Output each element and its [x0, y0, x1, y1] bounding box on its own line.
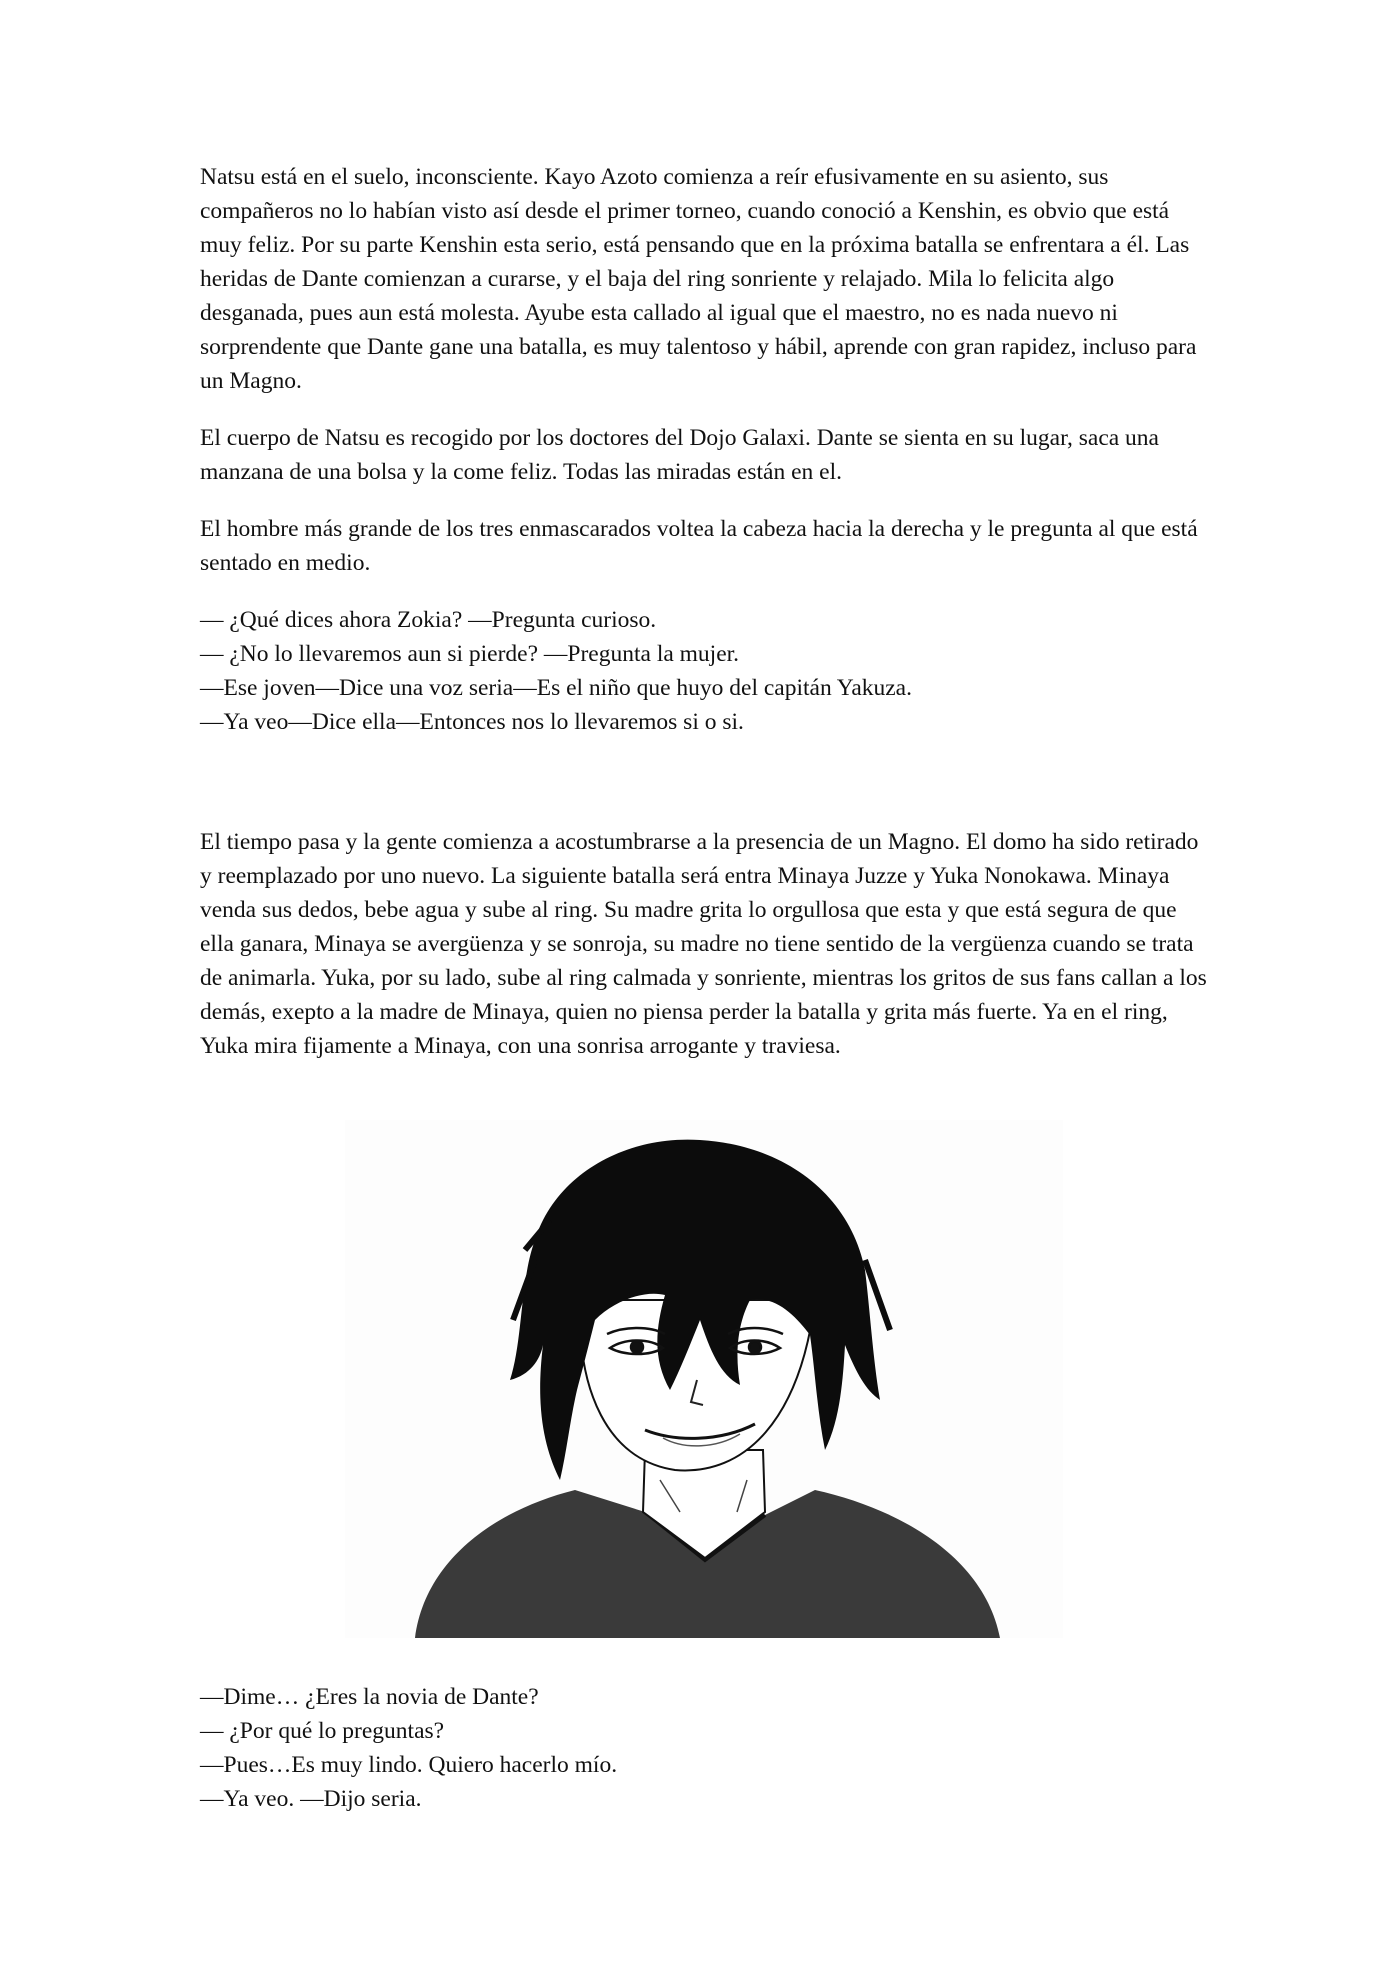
- paragraph: El tiempo pasa y la gente comienza a acostumbrarse a la presencia de un Magno. El domo ha sido retirado y reemplazado por uno nuevo. La siguiente batalla será entra Minaya Juzze y Yuka Nonokawa. Minaya venda sus dedos, bebe agua y sube al ring. Su madre grita lo orgullosa que esta y que está segura de que ella ganara, Minaya se avergüenza y se sonroja, su madre no tiene sentido de la vergüenza cuando se trata de animarla. Yuka, por su lado, sube al ring calmada y sonriente, mientras los gritos de sus fans callan a los demás, exepto a la madre de Minaya, quien no piensa perder la batalla y grita más fuerte. Ya en el ring, Yuka mira fijamente a Minaya, con una sonrisa arrogante y traviesa.: [200, 829, 1207, 1059]
- dialogue-block: [200, 1680, 1210, 1816]
- dialogue-line: — ¿Por qué lo preguntas?: [200, 1718, 445, 1744]
- paragraph: Natsu está en el suelo, inconsciente. Kayo Azoto comienza a reír efusivamente en su asiento, sus compañeros no lo habían visto así desde el primer torneo, cuando conoció a Kenshin, es obvio que está muy feliz. Por su parte Kenshin esta serio, está pensando que en la próxima batalla se enfrentara a él. Las heridas de Dante comienzan a curarse, y el baja del ring sonriente y relajado. Mila lo felicita algo desganada, pues aun está molesta. Ayube esta callado al igual que el maestro, no es nada nuevo ni sorprendente que Dante gane una batalla, es muy talentoso y hábil, aprende con gran rapidez, incluso para un Magno.: [200, 164, 1197, 394]
- dialogue-block: [200, 603, 1210, 739]
- text-block-3: [200, 1680, 1210, 1816]
- dialogue-line: —Ya veo. —Dijo seria.: [200, 1786, 422, 1812]
- text-block-1: [200, 160, 1210, 739]
- character-portrait-illustration: [345, 1120, 1063, 1638]
- paragraph: El cuerpo de Natsu es recogido por los doctores del Dojo Galaxi. Dante se sienta en su lugar, saca una manzana de una bolsa y la come feliz. Todas las miradas están en el.: [200, 425, 1159, 485]
- paragraph: El hombre más grande de los tres enmascarados voltea la cabeza hacia la derecha y le pregunta al que está sentado en medio.: [200, 516, 1198, 576]
- dialogue-line: —Ya veo—Dice ella—Entonces nos lo llevaremos si o si.: [200, 709, 744, 735]
- text-block-2: [200, 825, 1210, 1063]
- dialogue-line: —Pues…Es muy lindo. Quiero hacerlo mío.: [200, 1752, 618, 1778]
- dialogue-line: —Dime… ¿Eres la novia de Dante?: [200, 1684, 539, 1710]
- dialogue-line: — ¿Qué dices ahora Zokia? —Pregunta curioso.: [200, 607, 657, 633]
- dialogue-line: — ¿No lo llevaremos aun si pierde? —Pregunta la mujer.: [200, 641, 740, 667]
- dialogue-line: —Ese joven—Dice una voz seria—Es el niño que huyo del capitán Yakuza.: [200, 675, 912, 701]
- portrait-drawing: [345, 1120, 1063, 1638]
